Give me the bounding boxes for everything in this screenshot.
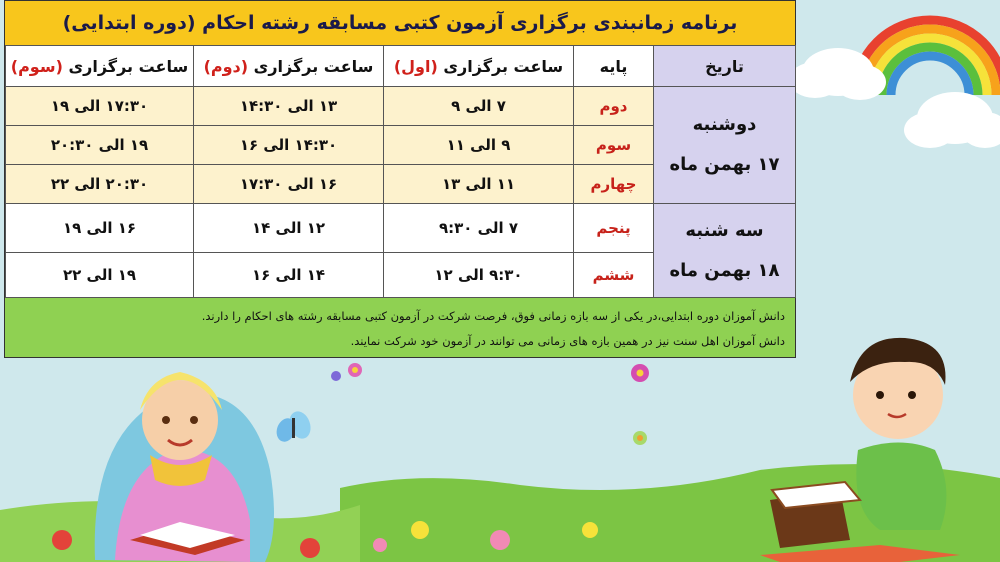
note-line: دانش آموزان اهل سنت نیز در همین بازه های زمانی می توانند در آزمون خود شرکت نمایند.	[350, 334, 785, 348]
slot-cell: ۱۳ الی ۱۴:۳۰	[194, 87, 384, 126]
slot-cell: ۷ الی ۹	[384, 87, 574, 126]
note-line: دانش آموزان دوره ابتدایی،در یکی از سه بازه زمانی فوق، فرصت شرکت در آزمون کتبی مسابقه رشته های احکام را دارند.	[201, 309, 785, 323]
slot-cell: ۷ الی ۹:۳۰	[384, 204, 574, 253]
slot-cell: ۲۰:۳۰ الی ۲۲	[6, 165, 194, 204]
slot-cell: ۱۷:۳۰ الی ۱۹	[6, 87, 194, 126]
slot-cell: ۹ الی ۱۱	[384, 126, 574, 165]
schedule-grid	[5, 45, 796, 298]
slot-cell: ۱۶ الی ۱۷:۳۰	[194, 165, 384, 204]
grade-cell: دوم	[574, 87, 654, 126]
grade-cell: ششم	[574, 253, 654, 298]
slot-cell: ۱۱ الی ۱۳	[384, 165, 574, 204]
header-row	[6, 46, 796, 87]
slot-cell: ۱۲ الی ۱۴	[194, 204, 384, 253]
grade-cell: سوم	[574, 126, 654, 165]
slot-cell: ۱۴ الی ۱۶	[194, 253, 384, 298]
date-cell-monday: دوشنبه ۱۷ بهمن ماه	[654, 87, 796, 204]
grade-cell: پنجم	[574, 204, 654, 253]
notes-box	[5, 298, 795, 357]
date-cell-tuesday: سه شنبه ۱۸ بهمن ماه	[654, 204, 796, 298]
header-date: تاریخ	[654, 46, 796, 87]
header-slot-3: ساعت برگزاری (سوم)	[6, 46, 194, 87]
header-slot-2: ساعت برگزاری (دوم)	[194, 46, 384, 87]
slot-cell: ۱۴:۳۰ الی ۱۶	[194, 126, 384, 165]
slot-cell: ۱۶ الی ۱۹	[6, 204, 194, 253]
slot-cell: ۱۹ الی ۲۰:۳۰	[6, 126, 194, 165]
exam-schedule-table	[4, 0, 796, 358]
table-row	[6, 204, 796, 253]
table-row	[6, 87, 796, 126]
header-grade: پایه	[574, 46, 654, 87]
header-slot-1: ساعت برگزاری (اول)	[384, 46, 574, 87]
schedule-title: برنامه زمانبندی برگزاری آزمون کتبی مسابقه رشته احکام (دوره ابتدایی)	[5, 1, 795, 46]
grade-cell: چهارم	[574, 165, 654, 204]
slot-cell: ۹:۳۰ الی ۱۲	[384, 253, 574, 298]
slot-cell: ۱۹ الی ۲۲	[6, 253, 194, 298]
